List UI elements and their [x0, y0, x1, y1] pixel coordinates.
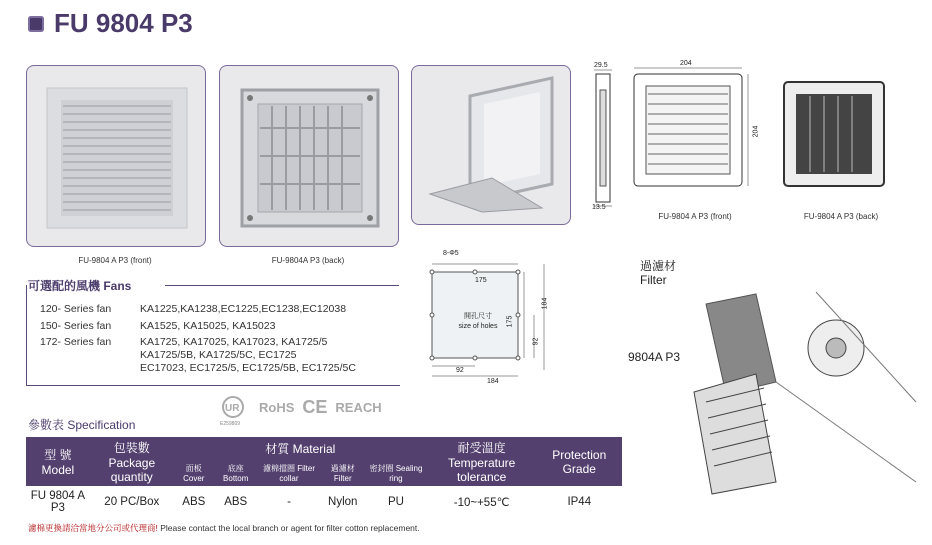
- col-temp: [427, 437, 537, 486]
- filter-front-image: [27, 66, 205, 246]
- cutout-half-h: 92: [532, 337, 540, 346]
- cell-filter: Nylon: [328, 496, 358, 508]
- cutout-label-cn: 開孔尺寸: [464, 313, 492, 320]
- col-cover: 面板 Cover: [174, 460, 214, 486]
- dim-lip: 13.5: [592, 204, 606, 211]
- cutout-inner-w: 175: [475, 277, 487, 284]
- col-bottom: 底座 Bottom: [214, 460, 258, 486]
- dim-height: 204: [752, 125, 760, 138]
- spec-table: [26, 437, 622, 518]
- dim-width: 204: [680, 60, 692, 67]
- cutout-outer: 184: [541, 297, 549, 310]
- cutout-inner-h: 175: [506, 315, 514, 328]
- side-view: [596, 74, 610, 202]
- col-collar: 濾棉擋圈 Filter collar: [258, 460, 321, 486]
- dim-depth: 29.5: [594, 62, 608, 69]
- page-title: [28, 8, 193, 39]
- front-view: [634, 74, 742, 186]
- filter-label-en: Filter: [640, 273, 667, 287]
- fan-series: 120- Series fan: [40, 303, 112, 315]
- fan-models: KA1725, KA17025, KA17023, KA1725/5 KA1725/5B, KA1725/5C, EC1725 EC17023, EC1725/5, EC1725/5B, EC1725/5C: [140, 336, 356, 374]
- footer-note-cn: 濾棉更換請洽當地分公司或代理商!: [28, 523, 158, 533]
- cell-collar: -: [287, 496, 291, 508]
- reach-label: REACH: [335, 399, 382, 415]
- col-package-en: Package quantity: [108, 456, 156, 484]
- footer-note: [28, 522, 420, 534]
- cell-seal: PU: [387, 496, 404, 508]
- col-model-cn: 型 號: [44, 448, 72, 462]
- cell-temp: -10~+55℃: [453, 497, 510, 509]
- filter-back-image: [220, 66, 398, 246]
- col-temp-en: Temperature tolerance: [447, 456, 516, 484]
- filter-label: [640, 259, 676, 287]
- model-label: 9804A P3: [628, 350, 681, 364]
- photo-front: [26, 65, 206, 247]
- photo-back: [219, 65, 399, 247]
- cell-grade: IP44: [567, 496, 592, 508]
- ul-logo-icon: [215, 396, 251, 418]
- title-bullet-icon: [28, 16, 44, 32]
- fan-row: [40, 336, 356, 375]
- cutout-half-w: 92: [456, 367, 464, 374]
- cell-cover: ABS: [182, 496, 206, 508]
- col-package-cn: 包裝數: [113, 441, 150, 455]
- col-seal: 密封圈 Sealing ring: [365, 460, 427, 486]
- footer-note-en: Please contact the local branch or agent for filter cotton replacement.: [157, 523, 420, 533]
- fan-row: [40, 320, 275, 333]
- cutout-label: [448, 312, 508, 332]
- cutout-label-en: size of holes: [458, 323, 498, 330]
- photo-back-caption: FU-9804A P3 (back): [271, 256, 345, 265]
- dimension-drawings: [588, 60, 888, 225]
- drawing-front-caption: FU-9804 A P3 (front): [658, 212, 732, 221]
- fan-series: 172- Series fan: [40, 336, 112, 348]
- col-model-en: Model: [41, 463, 75, 477]
- title-text: FU 9804 P3: [54, 8, 193, 38]
- cutout-outer-w: 184: [487, 378, 499, 385]
- col-filter: 過濾材 Filter: [320, 460, 365, 486]
- spec-heading: 參數表 Specification: [28, 418, 136, 432]
- col-temp-cn: 耐受溫度: [457, 441, 506, 455]
- back-view: [784, 82, 884, 186]
- col-material: 材質 Material: [174, 437, 427, 460]
- cell-pack: 20 PC/Box: [104, 496, 160, 508]
- svg-text:UR: UR: [225, 403, 240, 414]
- photo-front-caption: FU-9804 A P3 (front): [78, 256, 152, 265]
- photo-open: [411, 65, 571, 225]
- exploded-view: [626, 282, 926, 542]
- ce-mark: CE: [302, 396, 328, 417]
- drawing-back-caption: FU-9804 A P3 (back): [803, 212, 879, 221]
- cutout-holes: 8-Φ5: [443, 250, 459, 257]
- cell-bottom: ABS: [224, 496, 248, 508]
- col-model: [26, 437, 90, 486]
- grill-frame: [694, 374, 776, 494]
- col-protection: Protection Grade: [537, 437, 622, 486]
- cell-model: FU 9804 A P3: [30, 490, 86, 514]
- table-row: [26, 486, 622, 518]
- fan-models: KA1225,KA1238,EC1225,EC1238,EC12038: [140, 303, 347, 315]
- filter-label-cn: 過濾材: [640, 259, 677, 273]
- fan-series: 150- Series fan: [40, 320, 112, 332]
- ul-number: E259809: [220, 421, 241, 427]
- fan-models: KA1525, KA15025, KA15023: [140, 320, 276, 332]
- col-package: [90, 437, 174, 486]
- rohs-label: RoHS: [259, 399, 295, 415]
- fans-heading: 可選配的風機 Fans: [28, 279, 132, 293]
- certifications: [215, 396, 382, 418]
- filter-open-image: [412, 66, 570, 224]
- fan-row: [40, 303, 346, 316]
